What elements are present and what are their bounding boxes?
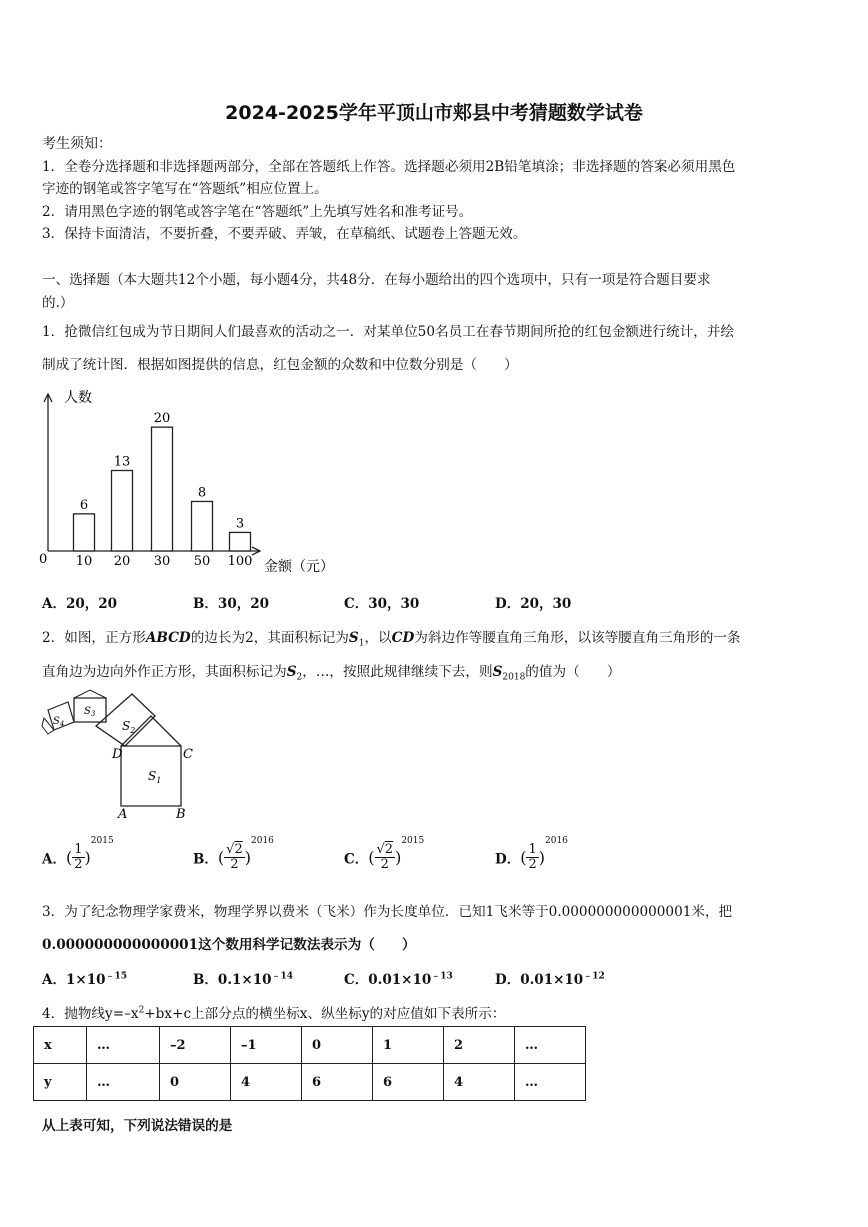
q2-option-b: B．( $\frac{√2}{2}$ )$^{2016}$ [193, 836, 274, 872]
tick-label: 50 [193, 554, 211, 569]
label-c: C [183, 747, 193, 762]
q3-option-b: B．$0.1\times 10^{﹣14}$ [193, 971, 294, 988]
label-b: B [176, 807, 186, 822]
bar [74, 514, 95, 551]
q4-line-1: 4．抛物线$y=-x^2+bx+c$上部分点的横坐标x、纵坐标y的对应值如下表所示： [42, 1005, 506, 1022]
bar [230, 532, 251, 551]
table-cell: … [515, 1027, 586, 1064]
table-row [34, 1064, 586, 1101]
q1-option-a: A．20，20 [42, 596, 118, 612]
table-cell: 0 [302, 1027, 373, 1064]
bar [192, 501, 213, 551]
table-cell: 4 [231, 1064, 302, 1101]
tick-label: 30 [153, 554, 171, 569]
tick-label: 100 [227, 554, 253, 569]
notice-line-3: 3．保持卡面清洁，不要折叠，不要弄破、弄皱，在草稿纸、试题卷上答题无效。 [42, 226, 527, 242]
table-cell: … [515, 1064, 586, 1101]
bar [112, 471, 133, 552]
data-label: 6 [79, 497, 89, 513]
q3-option-a: A．$1\times 10^{﹣15}$ [42, 971, 128, 988]
label-d: D [112, 747, 123, 762]
q4-after-text: 从上表可知，下列说法错误的是 [42, 1118, 233, 1134]
label-s3: $S_3$ [84, 706, 96, 718]
table-cell: y [34, 1064, 87, 1101]
x-axis-label: 金额（元） [264, 559, 334, 575]
table-cell: 6 [373, 1064, 444, 1101]
page-title: 2024-2025学年平顶山市郏县中考猜题数学试卷 [225, 102, 643, 124]
label-s2: $S_2$ [122, 719, 136, 735]
tick-label: 10 [75, 554, 93, 569]
data-label: 13 [113, 454, 131, 470]
q3-option-c: C．$0.01\times 10^{﹣13}$ [344, 971, 453, 988]
table-row [34, 1027, 586, 1064]
triangle-2 [74, 690, 106, 698]
q1-option-d: D．20，30 [495, 596, 572, 612]
table-cell: 0 [160, 1064, 231, 1101]
notice-line-1b: 字迹的钢笔或答字笔写在“答题纸”相应位置上。 [42, 181, 328, 197]
origin-label: 0 [39, 552, 48, 567]
q2-option-d: D．( $\frac{1}{2}$ )$^{2016}$ [495, 836, 568, 872]
label-s4: $S_4$ [53, 716, 65, 728]
bar-chart [36, 384, 346, 579]
q1-line-2: 制成了统计图．根据如图提供的信息，红包金额的众数和中位数分别是（ ） [42, 357, 518, 373]
section-heading-line-1: 一、选择题（本大题共12个小题，每小题4分，共48分．在每小题给出的四个选项中，只有一项是符合题目要求 [42, 272, 711, 288]
q2-option-a: A．( $\frac{1}{2}$ )$^{2015}$ [42, 836, 114, 872]
table-cell: 6 [302, 1064, 373, 1101]
table-cell: –1 [231, 1027, 302, 1064]
q2-line-2: 直角边为边向外作正方形，其面积标记为$S_2$，…，按照此规律继续下去，则$S_{2018}$的值为（ ） [42, 664, 621, 683]
squares-figure [40, 688, 210, 823]
notice-line-2: 2．请用黑色字迹的钢笔或答字笔在“答题纸”上先填写姓名和准考证号。 [42, 204, 473, 220]
label-s1: $S_1$ [148, 769, 162, 785]
q3-line-1: 3．为了纪念物理学家费米，物理学界以费米（飞米）作为长度单位．已知1飞米等于0.000000000000001米，把 [42, 904, 733, 920]
table-cell: x [34, 1027, 87, 1064]
table-cell: 1 [373, 1027, 444, 1064]
q2-option-c: C．( $\frac{√2}{2}$ )$^{2015}$ [344, 836, 425, 872]
table-cell: … [87, 1064, 160, 1101]
table-cell: … [87, 1027, 160, 1064]
notice-line-1a: 1．全卷分选择题和非选择题两部分，全部在答题纸上作答。选择题必须用2B铅笔填涂；非选择题的答案必须用黑色 [42, 159, 736, 175]
section-heading-line-2: 的.） [42, 295, 74, 311]
table-cell: 4 [444, 1064, 515, 1101]
q1-line-1: 1．抢微信红包成为节日期间人们最喜欢的活动之一．对某单位50名员工在春节期间所抢的红包金额进行统计，并绘 [42, 324, 735, 340]
q1-option-b: B．30，20 [193, 596, 269, 612]
q1-option-c: C．30，30 [344, 596, 420, 612]
table-cell: 2 [444, 1027, 515, 1064]
tick-label: 20 [113, 554, 131, 569]
data-label: 20 [153, 411, 171, 427]
y-axis-label: 人数 [64, 390, 92, 406]
label-a: A [118, 807, 128, 822]
q2-line-1: 2．如图，正方形ABCD的边长为2，其面积标记为$S_1$，以CD为斜边作等腰直角三角形，以该等腰直角三角形的一条 [42, 630, 741, 649]
notice-heading: 考生须知： [42, 136, 112, 152]
q3-line-2: 0.000000000000001这个数用科学记数法表示为（ ） [42, 937, 416, 953]
q3-option-d: D．$0.01\times 10^{﹣12}$ [495, 971, 605, 988]
data-label: 3 [235, 516, 245, 532]
table-cell: –2 [160, 1027, 231, 1064]
bar [152, 427, 173, 551]
value-table [33, 1026, 586, 1101]
data-label: 8 [197, 485, 207, 501]
